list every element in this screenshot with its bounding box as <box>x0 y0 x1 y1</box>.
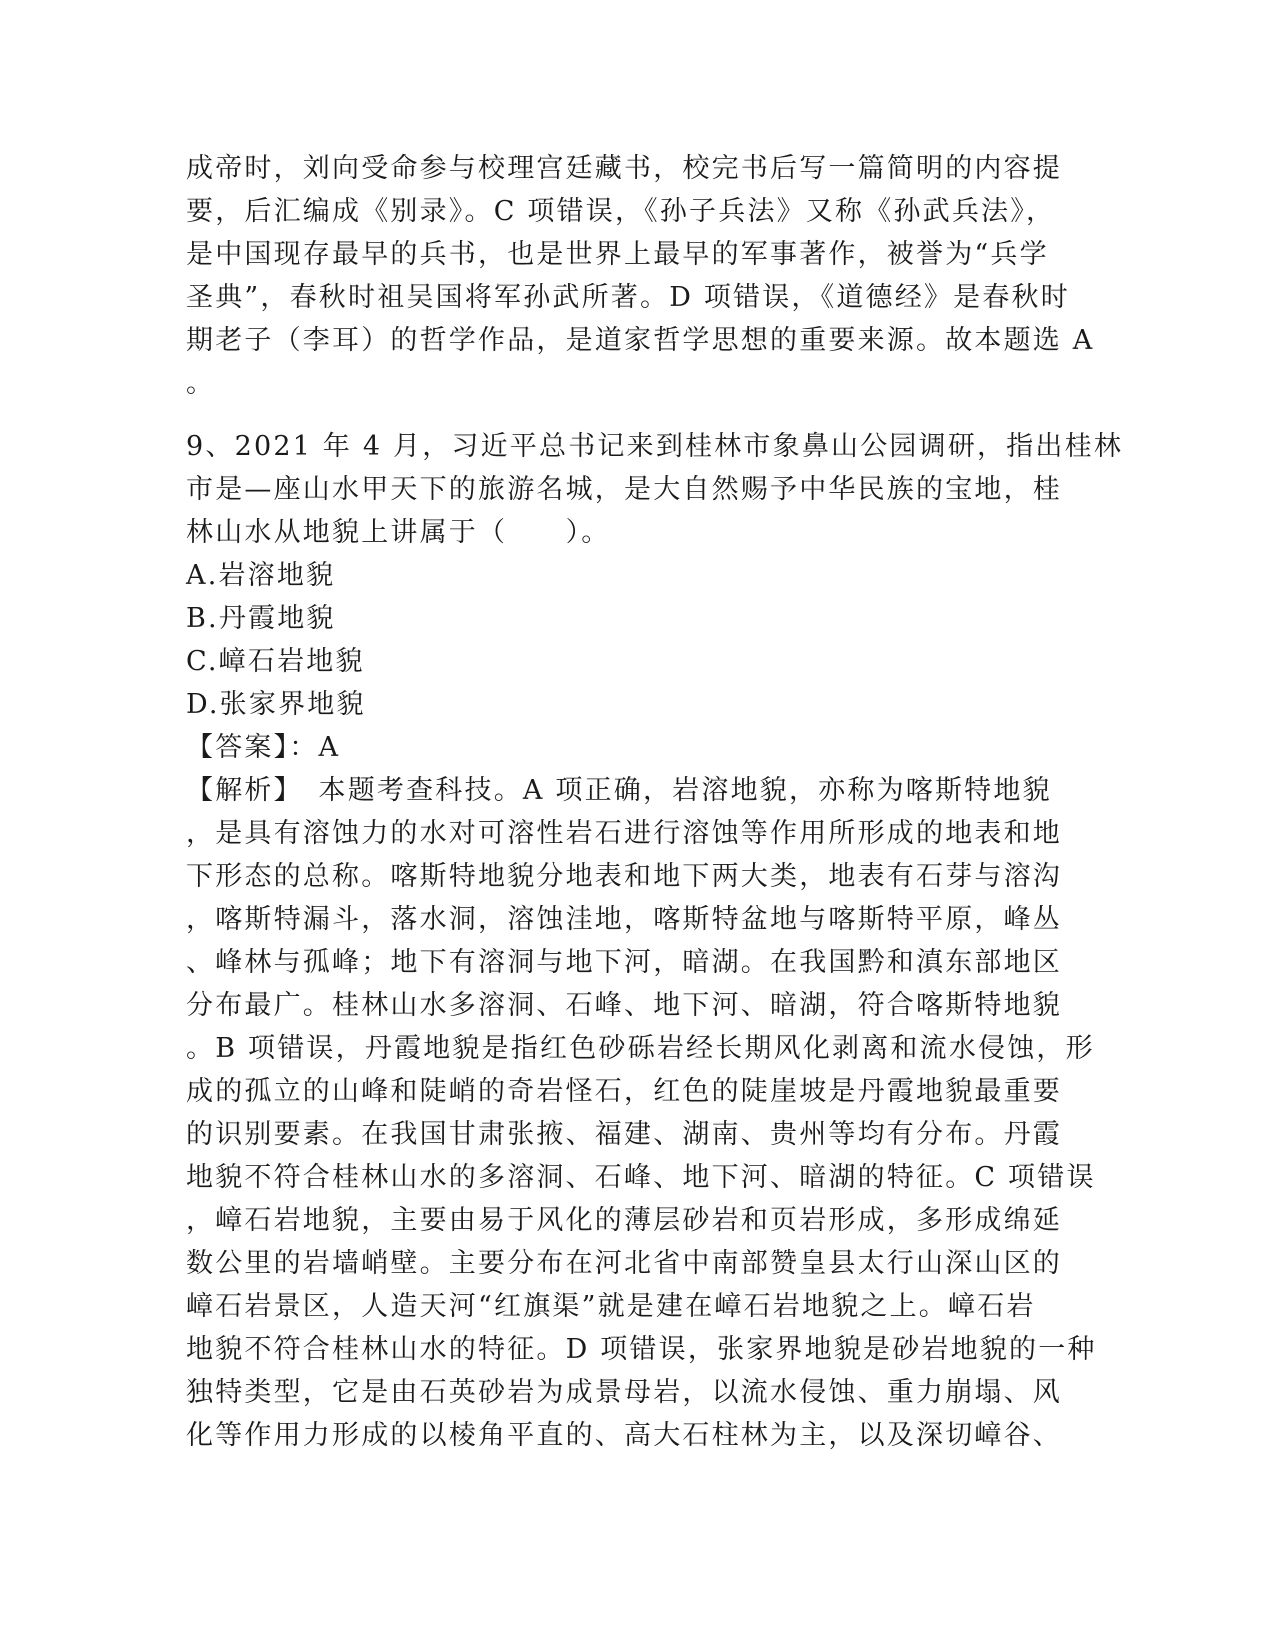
paragraph-gap <box>186 405 1076 425</box>
analysis-line: ，嶂石岩地貌，主要由易于风化的薄层砂岩和页岩形成，多形成绵延 <box>186 1205 1062 1236</box>
analysis <box>186 769 1097 1457</box>
analysis-line: 分布最广。桂林山水多溶洞、石峰、地下河、暗湖，符合喀斯特地貌 <box>186 990 1062 1021</box>
analysis-line: 数公里的岩墙峭壁。主要分布在河北省中南部赞皇县太行山深山区的 <box>186 1248 1062 1279</box>
option-c: C.嶂石岩地貌 <box>186 646 365 677</box>
analysis-line: 的识别要素。在我国甘肃张掖、福建、湖南、贵州等均有分布。丹霞 <box>186 1119 1062 1150</box>
stem-line: 林山水从地貌上讲属于（ ）。 <box>186 517 611 548</box>
analysis-line: 地貌不符合桂林山水的多溶洞、石峰、地下河、暗湖的特征。C 项错误 <box>186 1162 1096 1193</box>
text-line: 期老子（李耳）的哲学作品，是道家哲学思想的重要来源。故本题选 A <box>186 325 1095 356</box>
answer-line: 【答案】：A <box>186 732 341 763</box>
stem-line: 市是—座山水甲天下的旅游名城，是大自然赐予中华民族的宝地，桂 <box>186 474 1062 505</box>
previous-explanation <box>186 147 1095 405</box>
analysis-line: ，是具有溶蚀力的水对可溶性岩石进行溶蚀等作用所形成的地表和地 <box>186 818 1062 849</box>
analysis-line: 。B 项错误，丹霞地貌是指红色砂砾岩经长期风化剥离和流水侵蚀，形 <box>186 1033 1095 1064</box>
question-stem <box>186 425 1124 554</box>
stem-line: 9、2021 年 4 月，习近平总书记来到桂林市象鼻山公园调研，指出桂林 <box>186 431 1124 462</box>
analysis-line: 成的孤立的山峰和陡峭的奇岩怪石，红色的陡崖坡是丹霞地貌最重要 <box>186 1076 1062 1107</box>
analysis-line: 、峰林与孤峰；地下有溶洞与地下河，暗湖。在我国黔和滇东部地区 <box>186 947 1062 978</box>
text-line: 成帝时，刘向受命参与校理宫廷藏书，校完书后写一篇简明的内容提 <box>186 153 1062 184</box>
text-line: 圣典”，春秋时祖吴国将军孙武所著。D 项错误，《道德经》是春秋时 <box>186 282 1070 313</box>
text-line: 。 <box>186 368 216 399</box>
analysis-line: 嶂石岩景区，人造天河“红旗渠”就是建在嶂石岩地貌之上。嶂石岩 <box>186 1291 1036 1322</box>
question-9 <box>186 425 1124 1457</box>
analysis-line: 【解析】 本题考查科技。A 项正确，岩溶地貌，亦称为喀斯特地貌 <box>186 775 1052 806</box>
analysis-line: 独特类型，它是由石英砂岩为成景母岩，以流水侵蚀、重力崩塌、风 <box>186 1377 1062 1408</box>
analysis-line: 地貌不符合桂林山水的特征。D 项错误，张家界地貌是砂岩地貌的一种 <box>186 1334 1097 1365</box>
option-b: B.丹霞地貌 <box>186 603 336 634</box>
option-a: A.岩溶地貌 <box>186 560 336 591</box>
analysis-line: 下形态的总称。喀斯特地貌分地表和地下两大类，地表有石芽与溶沟 <box>186 861 1062 892</box>
question-options <box>186 554 1076 726</box>
document-page <box>186 147 1124 1457</box>
option-d: D.张家界地貌 <box>186 689 366 720</box>
analysis-line: 化等作用力形成的以棱角平直的、高大石柱林为主，以及深切嶂谷、 <box>186 1420 1062 1451</box>
text-line: 是中国现存最早的兵书，也是世界上最早的军事著作，被誉为“兵学 <box>186 239 1049 270</box>
analysis-line: ，喀斯特漏斗，落水洞，溶蚀洼地，喀斯特盆地与喀斯特平原，峰丛 <box>186 904 1062 935</box>
text-line: 要，后汇编成《别录》。C 项错误，《孙子兵法》又称《孙武兵法》， <box>186 196 1056 227</box>
